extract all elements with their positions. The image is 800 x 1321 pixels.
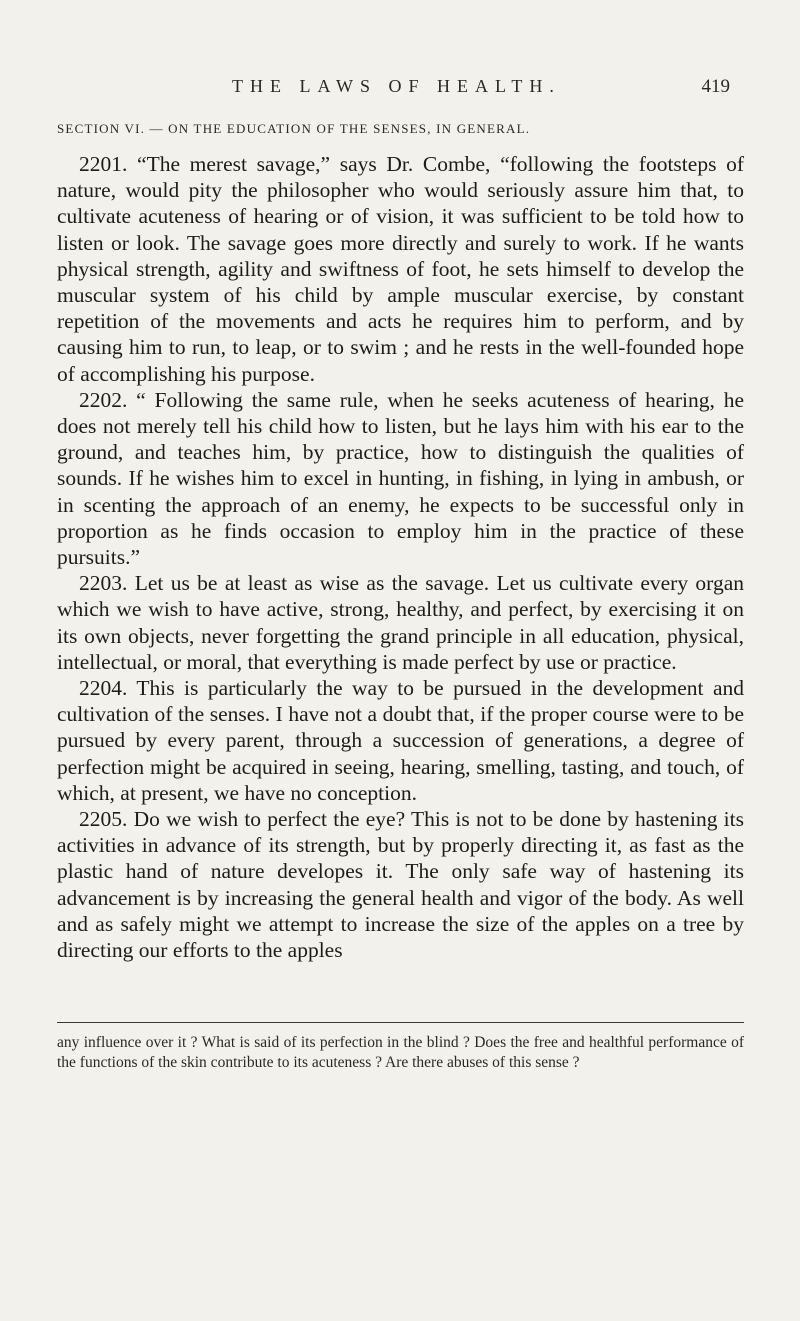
footnote-text: any influence over it ? What is said of its perfection in the blind ? Does the free and healthful performance of the functions of the skin contribute to its acuteness ? Are there abuses of this sense ? [57,1034,744,1071]
page-number: 419 [701,76,730,97]
paragraph-2203: 2203. Let us be at least as wise as the savage. Let us cultivate every organ which we wish to have active, strong, healthy, and perfect, by exercising it on its own objects, never forgetting the grand principle in all education, physical, intellectual, or moral, that everything is made perfect by use or practice. [57,571,744,674]
paragraph-2204: 2204. This is particularly the way to be pursued in the development and cultivation of the senses. I have not a doubt that, if the proper course were to be pursued by every parent, through a succession of generations, a degree of perfection might be acquired in seeing, hearing, smelling, tasting, and touch, of which, at present, we have no conception. [57,676,744,805]
paragraph-2201: 2201. “The merest savage,” says Dr. Combe, “following the footsteps of nature, would pity the philosopher who would seriously assure him that, to cultivate acuteness of hearing or of vision, it was sufficient to be told how to listen or look. The savage goes more directly and surely to work. If he wants physical strength, agility and swiftness of foot, he sets himself to develop the muscular system of his child by ample muscular exercise, by constant repetition of the movements and acts he requires him to perform, and by causing him to run, to leap, or to swim ; and he rests in the well-founded hope of accomplishing his purpose. [57,152,744,386]
section-heading: SECTION VI. — ON THE EDUCATION OF THE SENSES, IN GENERAL. [57,121,531,136]
running-head [100,76,728,104]
running-title: THE LAWS OF HEALTH. [232,76,561,96]
paragraph-2205: 2205. Do we wish to perfect the eye? This is not to be done by hastening its activities in advance of its strength, but by properly directing it, as fast as the plastic hand of nature developes it. The only safe way of hastening its advancement is by increasing the general health and vigor of the body. As well and as safely might we attempt to increase the size of the apples on a tree by directing our efforts to the apples [57,807,744,963]
footnote [57,1033,744,1072]
body-text [57,151,744,963]
footnote-divider [57,1022,744,1023]
paragraph-2202: 2202. “ Following the same rule, when he seeks acuteness of hearing, he does not merely tell his child how to listen, but he lays him with his ear to the ground, and teaches him, by practice, how to distinguish the qualities of sounds. If he wishes him to excel in hunting, in fishing, in lying in ambush, or in scenting the approach of an enemy, he expects to be successful only in proportion as he finds occasion to employ him in the practice of these pursuits.” [57,387,744,570]
